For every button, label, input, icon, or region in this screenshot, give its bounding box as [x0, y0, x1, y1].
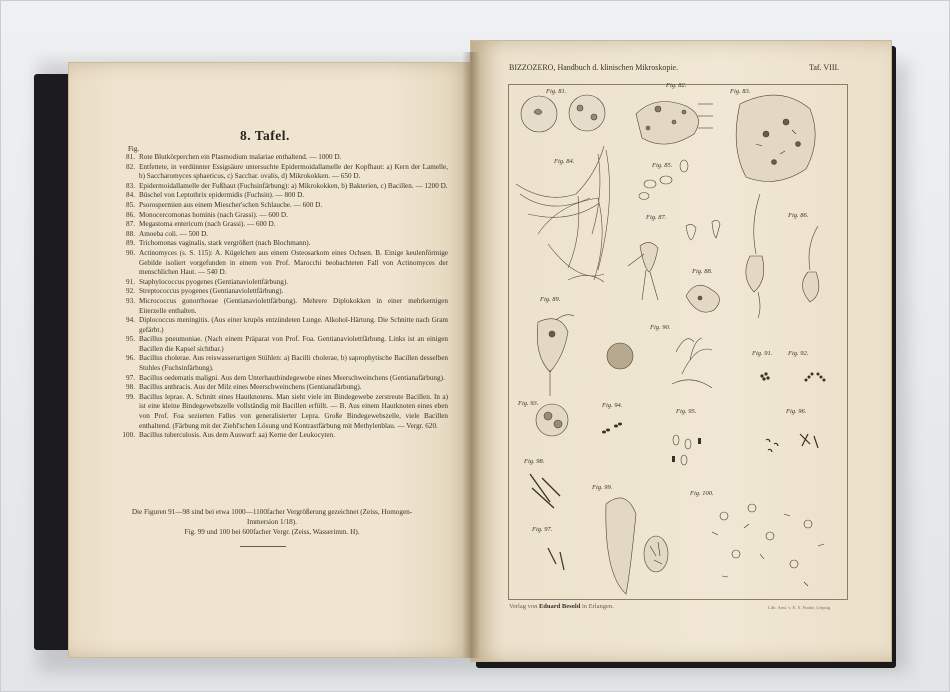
fig84-leptothrix [516, 146, 610, 282]
footnote-line-2: Fig. 99 und 100 bei 600facher Vergr. (Zeiss, Wasserimm. H). [184, 528, 360, 536]
caption-text: Epidermoidallamelle der Fußhaut (Fuchsinfärbung): a) Mikrokokken, b) Bakterien, c) Bacillen. — 1200 D. [139, 181, 448, 190]
caption-entry [118, 239, 448, 249]
caption-entry [118, 374, 448, 384]
fig86-label: Fig. 86. [788, 212, 809, 219]
fig93-label: Fig. 93. [518, 400, 539, 407]
fig95-label: Fig. 95. [676, 408, 697, 415]
caption-entry [118, 335, 448, 354]
caption-entry [118, 297, 448, 316]
fig88-label: Fig. 88. [692, 268, 713, 275]
caption-entry [118, 354, 448, 373]
printer-credit: Lith. Anst. v. E. A. Funke, Leipzig. [768, 605, 832, 610]
plate-number: Taf. VIII. [809, 63, 840, 72]
fig92-streptococcus [805, 373, 826, 382]
caption-text: Micrococcus gonorrhoeae (Gentianaviolettfärbung). Mehrere Diplokokken in einer mehrkernigen Eiterzelle enthalten. [139, 296, 448, 315]
fig87-label: Fig. 87. [646, 214, 667, 221]
fig92-label: Fig. 92. [788, 350, 809, 357]
fig83-label: Fig. 83. [730, 88, 751, 95]
fig81-label: Fig. 81. [546, 88, 567, 95]
caption-number: 98. [126, 383, 135, 392]
caption-text: Bacillus cholerae. Aus reiswasserartigen Stühlen: a) Bacilli cholerae, b) saprophytische Bacillen desselben Stuhles (Fuchsinfärbung). [139, 354, 448, 373]
fig83-epidermal-lamella-foot [736, 95, 815, 181]
fig90-label: Fig. 90. [650, 324, 671, 331]
caption-text: Bacillus pneumoniae. (Nach einem Präparat von Prof. Foa. Gentianaviolettfärbung. Links ist an einigen Bacillen die Kapsel sichtbar.) [139, 335, 448, 353]
fig94-diplococcus [602, 423, 622, 434]
fig98-label: Fig. 98. [524, 458, 545, 465]
caption-number: 81. [126, 153, 135, 161]
caption-text: Entfettete, in verdünnter Essigsäure untersuchte Epidermoidallamelle der Kopfhaut: a) Kern der Lamelle, b) Saccharomyces sphaericus, c) Sacchar. ovalis, d) Mikrokokken. — 650 D. [139, 162, 448, 181]
fig88-amoeba [686, 285, 720, 312]
footnote [122, 507, 422, 537]
book-gutter [462, 52, 480, 658]
fig85-label: Fig. 85. [652, 162, 673, 169]
plate-header: BIZZOZERO, Handbuch d. klinischen Mikroskopie. [509, 63, 679, 72]
caption-number: 90. [126, 248, 135, 257]
caption-entry [118, 316, 448, 335]
footnote-line-1: Die Figuren 91—98 sind bei etwa 1000—1100facher Vergrößerung gezeichnet (Zeiss, Homogen-Immersion 1/18). [131, 508, 413, 526]
fig100-label: Fig. 100. [690, 490, 714, 497]
figure-caption-list [118, 153, 448, 441]
fig89-label: Fig. 89. [540, 296, 561, 303]
caption-text: Streptococcus pyogenes (Gentianaviolettfärbung). [139, 287, 284, 296]
caption-number: 89. [126, 239, 135, 248]
caption-text: Bacillus tuberculosis. Aus dem Auswurf: aa) Kerne der Leukocyten. [139, 431, 336, 440]
fig91-label: Fig. 91. [752, 350, 773, 357]
caption-text: Büschel von Leptothrix epidermidis (Fuchsin). — 800 D. [139, 191, 305, 200]
fig90-actinomyces [607, 338, 712, 388]
fig100-tuberculosis [712, 504, 824, 586]
fig89-trichomonas [537, 315, 574, 396]
fig99-leprae [606, 498, 668, 594]
plate-title: 8. Tafel. [240, 128, 290, 143]
fig95-pneumoniae [672, 435, 701, 465]
caption-text: Rote Blutkörperchen ein Plasmodium malariae enthaltend. — 1000 D. [139, 153, 342, 161]
caption-text: Megastoma entericum (nach Grassi). — 600 D. [139, 220, 276, 229]
caption-entry [118, 431, 448, 441]
fig-column-heading: Fig. [128, 145, 140, 153]
caption-entry [118, 211, 448, 221]
caption-entry [118, 182, 448, 192]
caption-entry [118, 278, 448, 288]
caption-number: 91. [126, 277, 135, 286]
caption-text: Diplococcus meningitis. (Aus einer krupös entzündeten Lunge. Alkohol-Härtung. Die Schnitte nach Gram gefärbt.) [139, 316, 448, 334]
caption-entry [118, 163, 448, 182]
closing-rule [240, 546, 286, 547]
publisher-name: Eduard Besold [538, 603, 581, 610]
caption-number: 85. [126, 200, 135, 209]
caption-entry [118, 249, 448, 278]
caption-text: Amoeba coli. — 500 D. [139, 229, 209, 238]
caption-number: 82. [126, 162, 135, 171]
caption-number: 93. [126, 296, 135, 305]
caption-number: 100. [122, 431, 135, 440]
caption-entry [118, 230, 448, 240]
caption-text: Staphylococcus pyogenes (Gentianaviolettfärbung). [139, 277, 289, 286]
fig96-label: Fig. 96. [786, 408, 807, 415]
caption-entry [118, 201, 448, 211]
caption-number: 83. [126, 181, 135, 190]
caption-number: 92. [126, 287, 135, 296]
caption-number: 87. [126, 220, 135, 229]
caption-text: Actinomyces (s. S. 115): A. Kügelchen aus einem Osteosarkom eines Ochsen. B. Einige keulenförmige Gebilde isoliert vorgefunden in einem von Prof. Marocchi beobachteten Fall von Actinomyces der menschlichen Haut. — 540 D. [139, 248, 448, 277]
caption-text: Bacillus anthracis. Aus der Milz eines Meerschweinchens (Gentianafärbung). [139, 383, 362, 392]
caption-entry [118, 153, 448, 163]
fig82-label: Fig. 82. [666, 82, 687, 89]
caption-number: 97. [126, 373, 135, 382]
caption-entry [118, 220, 448, 230]
caption-number: 95. [126, 335, 135, 344]
caption-entry [118, 191, 448, 201]
fig96-cholerae [766, 434, 818, 452]
caption-number: 94. [126, 316, 135, 325]
caption-text: Trichomonas vaginalis, stark vergrößert (nach Blochmann). [139, 239, 311, 248]
caption-number: 88. [126, 229, 135, 238]
caption-text: Psorospermien aus einem Miescher'schen Schlauche. — 600 D. [139, 200, 323, 209]
caption-entry [118, 383, 448, 393]
fig99-label: Fig. 99. [592, 484, 613, 491]
fig94-label: Fig. 94. [602, 402, 623, 409]
caption-number: 96. [126, 354, 135, 363]
fig97-oedematis [548, 548, 564, 570]
fig82-epidermal-lamella [636, 102, 713, 145]
fig91-staphylococcus [760, 372, 769, 380]
caption-number: 86. [126, 210, 135, 219]
fig97-label: Fig. 97. [532, 526, 553, 533]
publisher-line [509, 603, 614, 610]
caption-number: 84. [126, 191, 135, 200]
publisher-suffix: in Erlangen. [581, 603, 614, 610]
fig98-anthracis [530, 474, 560, 508]
caption-text: Bacillus oedematis maligni. Aus dem Unterhautbindegewebe eines Meerschweinchens (Gentianafärbung). [139, 373, 445, 382]
caption-entry [118, 393, 448, 431]
caption-number: 99. [126, 392, 135, 401]
caption-entry [118, 287, 448, 297]
fig81-blood-cells [521, 95, 605, 132]
caption-text: Monocercomonas hominis (nach Grassi). — 600 D. [139, 210, 288, 219]
caption-text: Bacillus leprae. A. Schnitt eines Hautknotens. Man sieht viele im Bindegewebe zerstreute Bacillen. In a) ist eine kleine Bindegewebszelle vollständig mit Bacillen erfüllt. — B. Aus einem Hautknoten eines eben von Prof. Foa sezierten Falles von generalisierter Lepra. Große Bindegewebszelle, viele Bacillen enthaltend. (Färbung mit der Ziehl'schen Lösung und Kontrastfärbung mit Methylenblau. — Vergr. 620. [139, 392, 448, 430]
publisher-prefix: Verlag von [509, 603, 538, 610]
fig93-gonorrhoeae [536, 404, 568, 436]
fig84-label: Fig. 84. [554, 158, 575, 165]
